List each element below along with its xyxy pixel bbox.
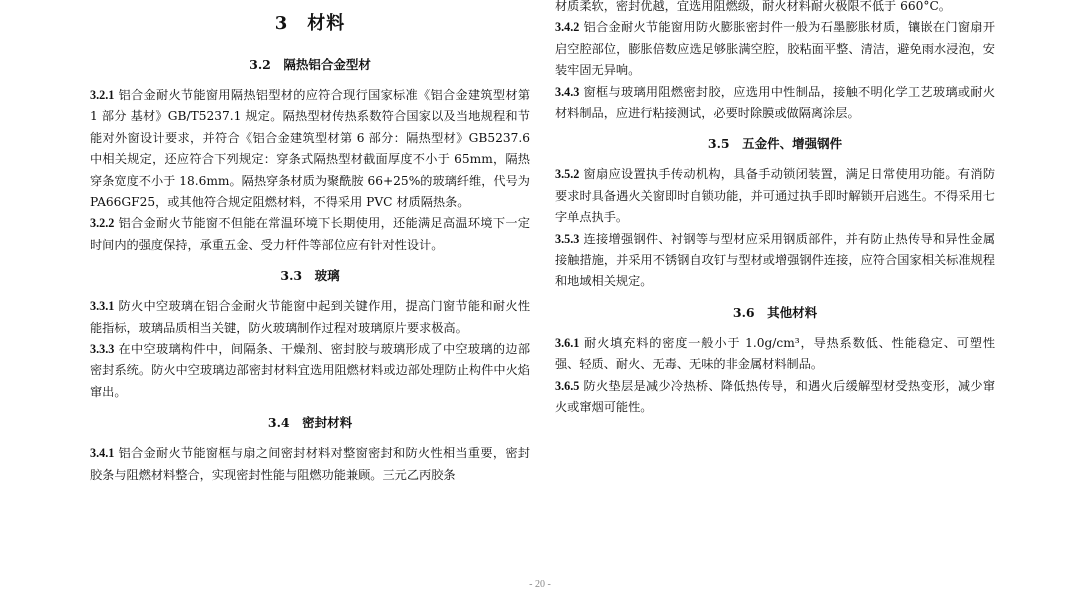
paragraph-3-6-5 <box>555 376 995 419</box>
clause-number: 3.6.1 <box>555 335 580 350</box>
clause-number: 3.6.5 <box>555 378 580 393</box>
clause-number: 3.4.3 <box>555 84 580 99</box>
paragraph-3-5-2 <box>555 164 995 228</box>
left-column <box>90 0 530 486</box>
clause-text: 铝合金耐火节能窗用防火膨胀密封件一般为石墨膨胀材质，镶嵌在门窗扇开启空腔部位，膨胀倍数应选足够胀满空腔，胶粘面平整、清洁，避免雨水浸泡，安装牢固无异响。 <box>555 20 996 78</box>
clause-number: 3.4.2 <box>555 20 580 35</box>
paragraph-3-2-1 <box>90 85 530 213</box>
paragraph-3-2-2 <box>90 213 530 256</box>
right-column <box>555 0 995 419</box>
clause-text: 连接增强钢件、衬钢等与型材应采用钢质部件，并有防止热传导和异性金属接触措施，并采用不锈钢自攻钉与型材或增强钢件连接，应符合国家相关标准规程和地域相关规定。 <box>555 231 996 289</box>
page-number: - 20 - <box>529 579 551 590</box>
paragraph-3-3-1 <box>90 296 530 339</box>
clause-number: 3.5.2 <box>555 167 580 182</box>
section-heading-3-2: 3.2 隔热铝合金型材 <box>249 57 371 72</box>
clause-number: 3.4.1 <box>90 446 115 461</box>
clause-text: 在中空玻璃构件中，间隔条、干燥剂、密封胶与玻璃形成了中空玻璃的边部密封系统。防火中空玻璃边部密封材料宜选用阻燃材料或边部处理防止构件中火焰窜出。 <box>90 342 531 399</box>
clause-number: 3.2.1 <box>90 88 115 102</box>
clause-number: 3.3.3 <box>90 342 115 357</box>
clause-text: 铝合金耐火节能窗不但能在常温环境下长期使用，还能满足高温环境下一定时间内的强度保持，承重五金、受力杆件等部位应有针对性设计。 <box>90 216 531 252</box>
clause-number: 3.3.1 <box>90 299 115 314</box>
paragraph-3-4-1 <box>90 443 530 486</box>
clause-text: 耐火填充料的密度一般小于 1.0g/cm³，导热系数低、性能稳定、可塑性强、轻质、耐火、无毒、无味的非金属材料制品。 <box>555 335 996 372</box>
clause-text: 铝合金耐火节能窗用隔热铝型材的应符合现行国家标准《铝合金建筑型材第 1 部分 基材》GB/T5237.1 规定。隔热型材传热系数符合国家以及当地规程和节能对外窗设计要求，并符合《铝合金建筑型材第 6 部分：隔热型材》GB5237.6 中相关规定，还应符合下列规定：穿条式隔热型材截面厚度不小于 65mm，隔热穿条宽度不小于 18.6mm。隔热穿条材质为聚酰胺 66+25%的玻璃纤维，代号为 PA66GF25，或其他符合规定阻燃材料，不得采用 PVC 材质隔热条。 <box>90 88 531 210</box>
clause-number: 3.5.3 <box>555 231 580 246</box>
paragraph-3-3-3 <box>90 339 530 403</box>
chapter-title: 3 材料 <box>274 13 346 34</box>
section-heading-3-6: 3.6 其他材料 <box>732 304 818 320</box>
paragraph-3-4-2 <box>555 17 995 81</box>
paragraph-3-4-3 <box>555 82 995 125</box>
clause-text: 防火垫层是减少冷热桥、降低热传导，和遇火后缓解型材受热变形，减少窜火或窜烟可能性。 <box>555 378 996 415</box>
paragraph-3-6-1 <box>555 333 995 376</box>
section-heading-3-5: 3.5 五金件、增强钢件 <box>707 136 843 152</box>
clause-text: 铝合金耐火节能窗框与扇之间密封材料对整窗密封和防火性相当重要，密封胶条与阻燃材料整合，实现密封性能与阻燃功能兼顾。三元乙丙胶条 <box>90 446 531 482</box>
section-heading-3-3: 3.3 玻璃 <box>280 268 340 284</box>
clause-text: 窗扇应设置执手传动机构，具备手动锁闭装置，满足日常使用功能。有消防要求时具备遇火关窗即时自锁功能，并可通过执手即时解锁开启逃生。不得采用七字单点执手。 <box>555 167 996 225</box>
clause-text: 防火中空玻璃在铝合金耐火节能窗中起到关键作用，提高门窗节能和耐火性能指标，玻璃品质相当关键，防火玻璃制作过程对玻璃原片要求极高。 <box>90 299 531 335</box>
clause-text: 窗框与玻璃用阻燃密封胶，应选用中性制品，接触不明化学工艺玻璃或耐火材料制品，应进行粘接测试，必要时除膜或做隔离涂层。 <box>555 84 996 121</box>
section-heading-3-4: 3.4 密封材料 <box>267 415 353 431</box>
paragraph-3-5-3 <box>555 229 995 293</box>
clause-number: 3.2.2 <box>90 216 115 231</box>
paragraph-continued: 材质柔软，密封优越，宜选用阻燃级，耐火材料耐火极限不低于 660°C。 <box>555 0 951 13</box>
